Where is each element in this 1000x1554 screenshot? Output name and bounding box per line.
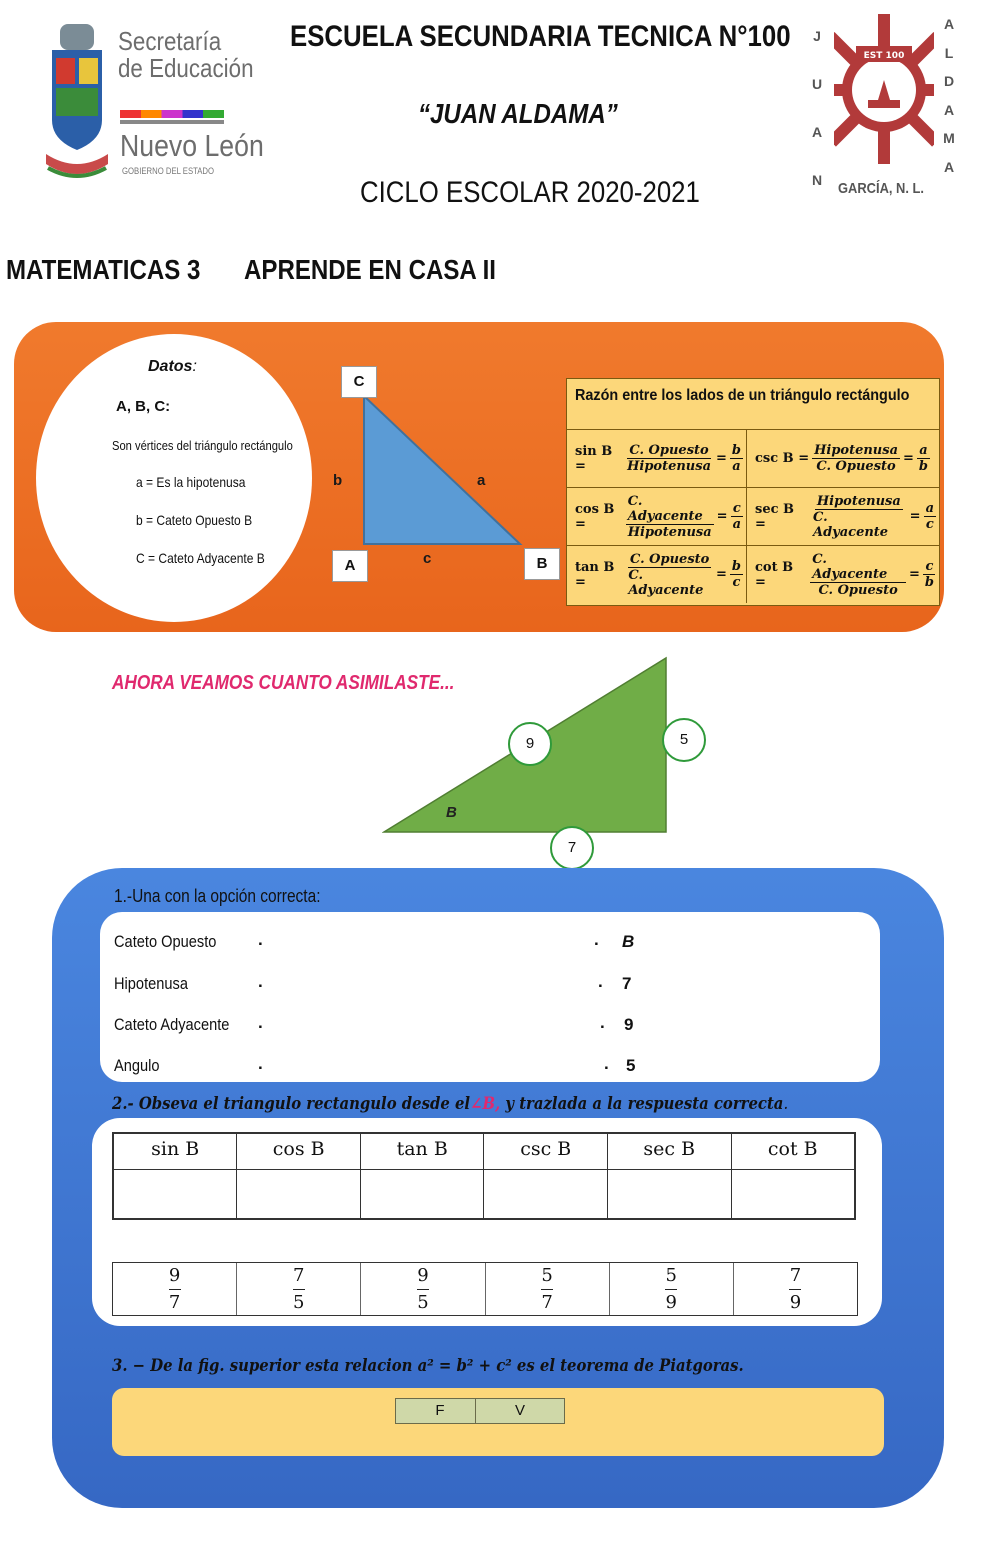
datos-a: a = Es la hipotenusa [136, 474, 246, 490]
ratio-cell-tan: tan B = $\frac{\text{C. Opuesto}}{\text{C. Adyacente}}$ = $\frac{b}{c}$ [567, 545, 747, 603]
logo-gobierno-text: GOBIERNO DEL ESTADO [122, 166, 215, 176]
ratio-cell-cot: cot B = $\frac{\text{C. Adyacente}}{\text{C. Opuesto}}$ = $\frac{c}{b}$ [747, 545, 939, 603]
trig-drop-zone[interactable] [237, 1170, 361, 1220]
match-right-item[interactable]: 5 [626, 1056, 636, 1075]
match-right-dot[interactable]: . [594, 930, 599, 949]
logo-secretaria-text: Secretaría [118, 26, 222, 56]
match-right-dot[interactable]: . [600, 1013, 605, 1032]
datos-c: C = Cateto Adyacente B [136, 550, 265, 566]
angle-b-label: B [446, 804, 457, 821]
logo-letter: D [943, 73, 955, 89]
trig-header: cot B [731, 1133, 855, 1170]
fraction-option[interactable]: $\frac{9}{7}$ [113, 1263, 237, 1315]
trig-header: cos B [237, 1133, 361, 1170]
match-left-item[interactable]: Cateto Opuesto [114, 932, 217, 951]
match-left-dot[interactable]: . [258, 972, 263, 991]
datos-b: b = Cateto Opuesto B [136, 512, 253, 528]
match-left-dot[interactable]: . [258, 1054, 263, 1073]
ratio-cell-cos: cos B = $\frac{\text{C. Adyacente}}{\text{Hipotenusa}}$ = $\frac{c}{a}$ [567, 487, 747, 545]
logo-letter: A [943, 101, 955, 118]
datos-desc: Son vértices del triángulo rectángulo [112, 438, 293, 453]
fraction-options [112, 1262, 858, 1316]
right-logo [806, 8, 966, 208]
logo-letter: M [943, 130, 955, 146]
side-c-label: c [423, 550, 432, 567]
match-left-item[interactable]: Cateto Adyacente [114, 1015, 230, 1034]
match-right-item[interactable]: 9 [624, 1015, 634, 1034]
logo-letter: A [943, 158, 955, 175]
school-title: ESCUELA SECUNDARIA TECNICA N°100 [290, 20, 791, 53]
fraction-option[interactable]: $\frac{7}{5}$ [237, 1263, 361, 1315]
match-left-dot[interactable]: . [258, 1013, 263, 1032]
trig-drop-zone[interactable] [113, 1170, 237, 1220]
ratio-cell-csc: csc B = $\frac{\text{Hipotenusa}}{\text{C. Opuesto}}$ = $\frac{a}{b}$ [747, 429, 939, 487]
fraction-option[interactable]: $\frac{7}{9}$ [789, 1264, 802, 1313]
matching-box [100, 912, 880, 1082]
trig-header: sin B [113, 1133, 237, 1170]
ahora-heading: AHORA VEAMOS CUANTO ASIMILASTE... [112, 672, 455, 694]
logo-letter: L [944, 44, 954, 61]
vertex-a-label: A [332, 550, 368, 582]
logo-letter: U [811, 76, 823, 92]
datos-circle [36, 334, 312, 622]
hypotenuse-value: 9 [508, 722, 552, 766]
side-a-label: a [477, 472, 486, 489]
ratio-cell-sec: sec B = $\frac{\text{Hipotenusa}}{\text{C. Adyacente}}$ = $\frac{a}{c}$ [747, 487, 939, 545]
trig-drop-zone[interactable] [731, 1170, 855, 1220]
course-title: MATEMATICAS 3 [6, 254, 201, 285]
fraction-option[interactable]: $\frac{9}{5}$ [361, 1263, 485, 1315]
match-right-item[interactable]: 7 [622, 974, 632, 993]
logo-educacion-text: de Educación [118, 53, 254, 84]
fraction-option[interactable]: $\frac{5}{9}$ [610, 1263, 734, 1315]
match-left-dot[interactable]: . [258, 930, 263, 949]
match-right-dot[interactable]: . [604, 1054, 609, 1073]
adjacent-value: 7 [550, 826, 594, 870]
opposite-value: 5 [662, 718, 706, 762]
trig-header: sec B [607, 1133, 731, 1170]
emblem-inner-text: EST 100 [863, 51, 905, 61]
match-right-dot[interactable]: . [598, 972, 603, 991]
school-cycle: CICLO ESCOLAR 2020-2021 [360, 176, 700, 209]
logo-letter: A [943, 16, 955, 32]
false-button[interactable]: F [395, 1398, 485, 1424]
fraction-option[interactable]: $\frac{5}{7}$ [486, 1263, 610, 1315]
school-name: “JUAN ALDAMA” [418, 98, 618, 129]
datos-title: Datos: [148, 358, 197, 375]
q2-title: 2.- Obseva el triangulo rectangulo desde el∠B, y trazlada a la respuesta correcta. [112, 1094, 789, 1113]
ratio-table [566, 378, 940, 606]
trig-answer-table [112, 1132, 856, 1220]
ratio-table-title: Razón entre los lados de un triángulo rectángulo [575, 387, 910, 404]
trig-header: csc B [484, 1133, 608, 1170]
trig-drop-zone[interactable] [607, 1170, 731, 1220]
match-right-item[interactable]: B [622, 932, 635, 951]
program-title: APRENDE EN CASA II [244, 254, 496, 285]
gear-emblem-icon [834, 12, 934, 172]
true-button[interactable]: V [475, 1398, 565, 1424]
trig-drop-zone[interactable] [484, 1170, 608, 1220]
side-b-label: b [333, 472, 343, 489]
datos-vertices: A, B, C: [116, 398, 171, 415]
color-stripe [120, 110, 224, 118]
logo-caption: GARCÍA, N. L. [838, 180, 924, 197]
coat-of-arms-icon [46, 22, 108, 186]
blue-right-triangle [358, 390, 528, 550]
logo-nuevo-leon-text: Nuevo León [120, 128, 264, 163]
q1-title: 1.-Una con la opción correcta: [114, 886, 321, 906]
q3-title: 3. − De la fig. superior esta relacion a² = b² + c² es el teorema de Piatgoras. [112, 1356, 744, 1375]
left-logo [46, 22, 264, 192]
trig-drop-zone[interactable] [360, 1170, 484, 1220]
match-left-item[interactable]: Hipotenusa [114, 974, 188, 993]
logo-letter: A [811, 124, 823, 140]
trig-header: tan B [360, 1133, 484, 1170]
logo-letter: N [811, 172, 823, 188]
ratio-cell-sin: sin B = $\frac{\text{C. Opuesto}}{\text{Hipotenusa}}$ = $\frac{b}{a}$ [567, 429, 747, 487]
vertex-c-label: C [341, 366, 377, 398]
match-left-item[interactable]: Angulo [114, 1056, 160, 1075]
vertex-b-label: B [524, 548, 560, 580]
logo-letter: J [813, 28, 821, 44]
